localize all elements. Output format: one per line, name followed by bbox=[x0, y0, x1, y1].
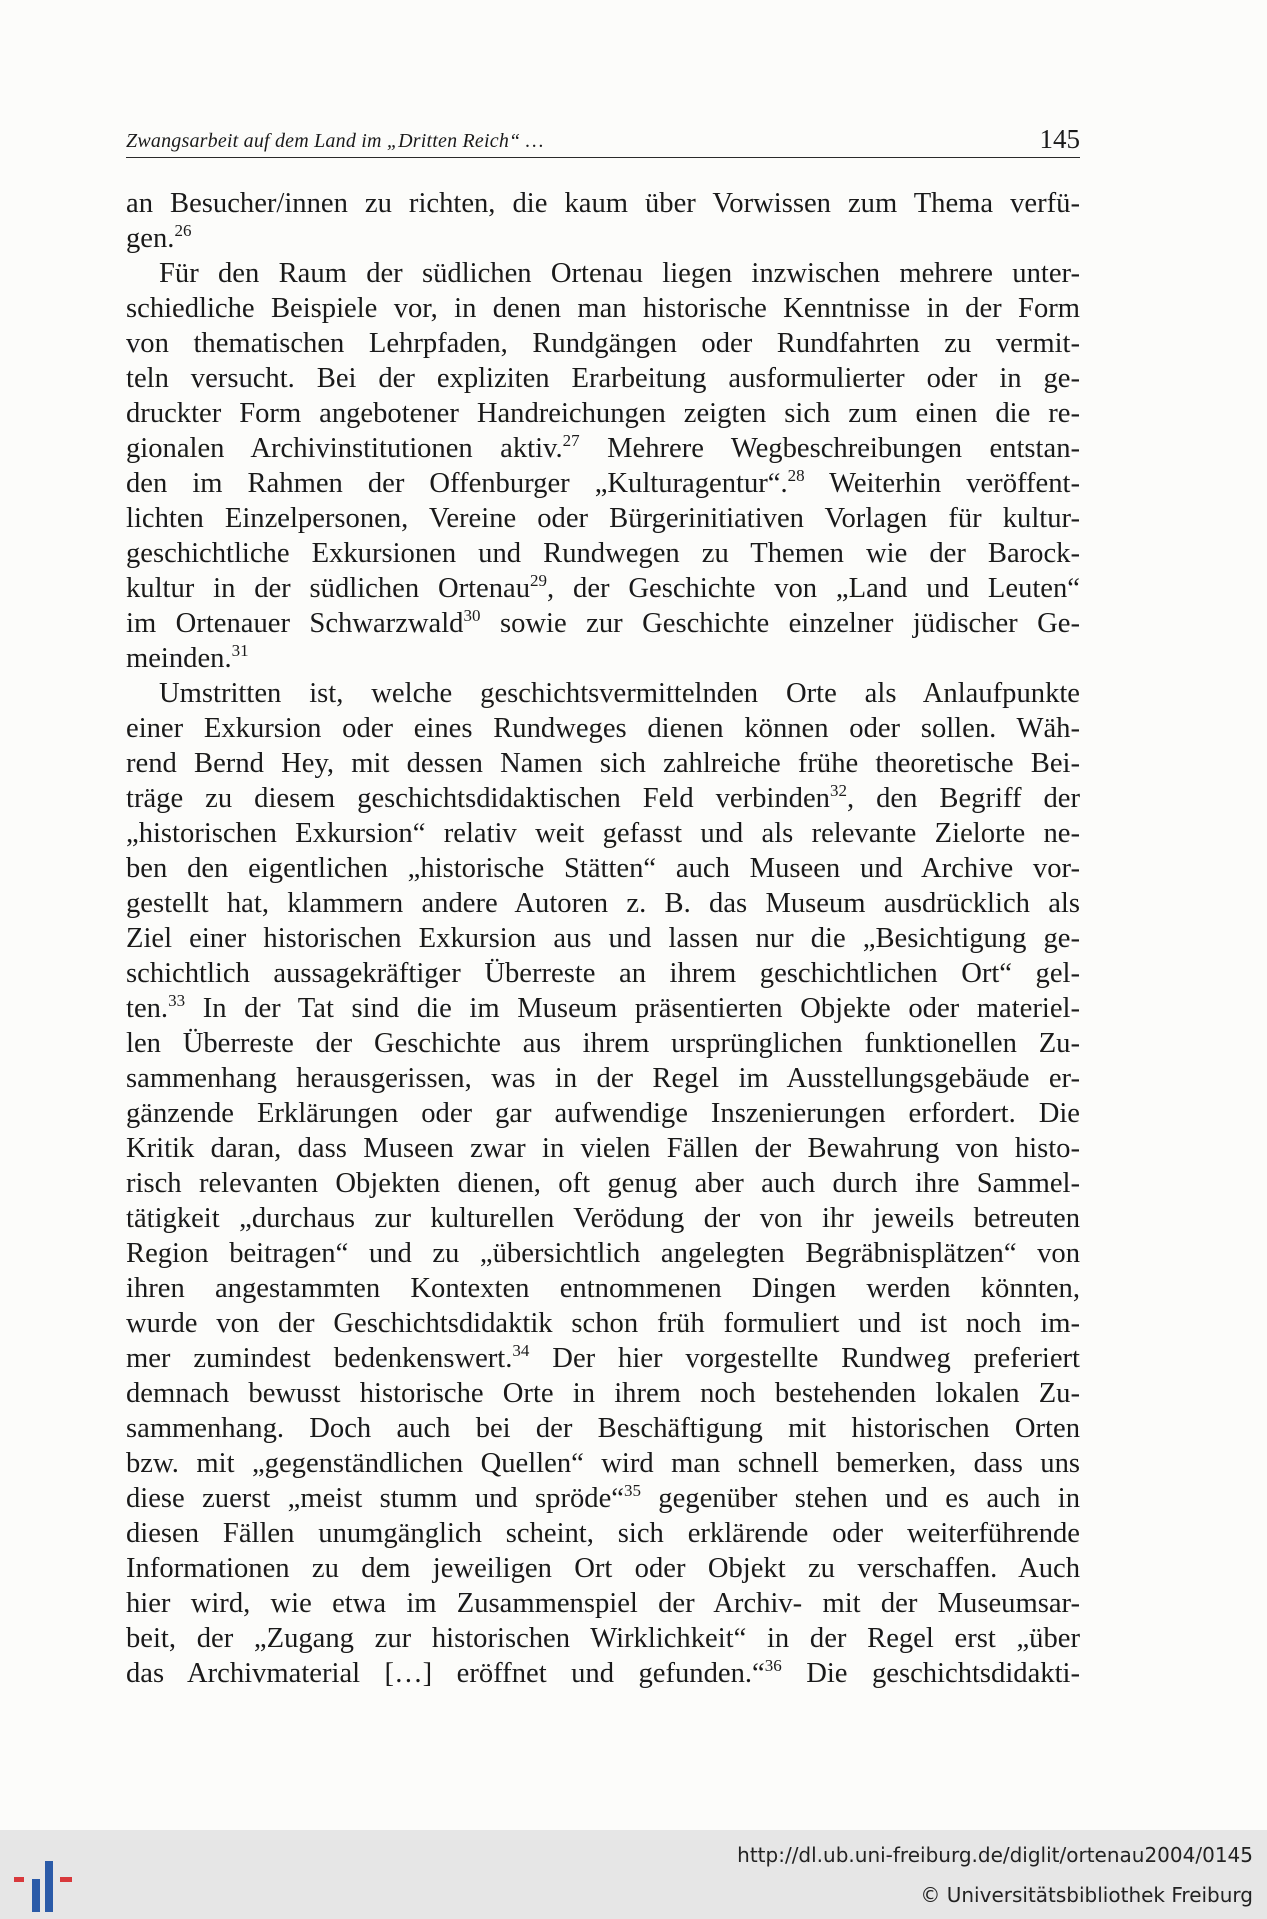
text-segment: Weiterhin veröffent- bbox=[804, 468, 1080, 499]
text-segment: an Besucher/innen zu richten, die kaum über Vorwissen zum Thema verfü- bbox=[126, 188, 1080, 219]
footnote-marker: 35 bbox=[623, 1481, 641, 1500]
text-segment: demnach bewusst historische Orte in ihrem noch bestehenden lokalen Zu- bbox=[126, 1378, 1080, 1409]
logo-blue-bar-1 bbox=[32, 1879, 40, 1912]
text-line bbox=[126, 1166, 1080, 1201]
footnote-marker: 31 bbox=[231, 641, 249, 660]
text-segment: Ziel einer historischen Exkursion aus und lassen nur die „Besichtigung ge- bbox=[126, 923, 1080, 954]
running-title: Zwangsarbeit auf dem Land im „Dritten Reich“ … bbox=[126, 130, 544, 152]
text-segment: gionalen Archivinstitutionen aktiv. bbox=[126, 433, 563, 464]
text-line bbox=[126, 536, 1080, 571]
text-segment: von thematischen Lehrpfaden, Rundgängen oder Rundfahrten zu vermit- bbox=[126, 328, 1080, 359]
text-segment: len Überreste der Geschichte aus ihrem ursprünglichen funktionellen Zu- bbox=[126, 1028, 1080, 1059]
text-segment: schiedliche Beispiele vor, in denen man historische Kenntnisse in der Form bbox=[126, 293, 1080, 324]
footnote-marker: 30 bbox=[463, 606, 481, 625]
library-logo bbox=[12, 1843, 82, 1913]
text-line bbox=[126, 186, 1080, 221]
text-line bbox=[126, 956, 1080, 991]
footnote-marker: 32 bbox=[829, 781, 847, 800]
text-line bbox=[126, 1586, 1080, 1621]
text-line bbox=[126, 606, 1080, 641]
text-segment: träge zu diesem geschichtsdidaktischen Feld verbinden bbox=[126, 783, 830, 814]
text-line bbox=[126, 991, 1080, 1026]
text-line bbox=[126, 1131, 1080, 1166]
text-line bbox=[126, 711, 1080, 746]
logo-red-bar-left bbox=[14, 1877, 24, 1882]
text-line bbox=[126, 1376, 1080, 1411]
footnote-marker: 27 bbox=[562, 431, 580, 450]
text-segment: ben den eigentlichen „historische Stätten“ auch Museen und Archive vor- bbox=[126, 853, 1080, 884]
text-segment: den im Rahmen der Offenburger „Kulturagentur“. bbox=[126, 468, 788, 499]
text-line bbox=[126, 1446, 1080, 1481]
text-line bbox=[126, 501, 1080, 536]
page-number: 145 bbox=[1039, 124, 1080, 154]
text-segment: diesen Fällen unumgänglich scheint, sich erklärende oder weiterführende bbox=[126, 1518, 1080, 1549]
text-line bbox=[126, 746, 1080, 781]
text-segment: gen. bbox=[126, 223, 175, 254]
footnote-marker: 33 bbox=[168, 991, 186, 1010]
text-line bbox=[126, 1061, 1080, 1096]
text-segment: meinden. bbox=[126, 643, 232, 674]
text-segment: , den Begriff der bbox=[846, 783, 1080, 814]
text-segment: risch relevanten Objekten dienen, oft genug aber auch durch ihre Sammel- bbox=[126, 1168, 1080, 1199]
text-segment: teln versucht. Bei der expliziten Erarbeitung ausformulierter oder in ge- bbox=[126, 363, 1080, 394]
text-line bbox=[126, 1306, 1080, 1341]
text-segment: Für den Raum der südlichen Ortenau liegen inzwischen mehrere unter- bbox=[159, 258, 1080, 289]
text-segment: tätigkeit „durchaus zur kulturellen Verödung der von ihr jeweils betreuten bbox=[126, 1203, 1080, 1234]
logo-blue-bar-2 bbox=[45, 1861, 53, 1912]
text-line bbox=[126, 1236, 1080, 1271]
text-segment: gegenüber stehen und es auch in bbox=[640, 1483, 1080, 1514]
text-line bbox=[126, 571, 1080, 606]
text-line bbox=[126, 886, 1080, 921]
text-segment: gänzende Erklärungen oder gar aufwendige Inszenierungen erfordert. Die bbox=[126, 1098, 1080, 1129]
text-segment: Region beitragen“ und zu „übersichtlich angelegten Begräbnisplätzen“ von bbox=[126, 1238, 1080, 1269]
text-segment: , der Geschichte von „Land und Leuten“ bbox=[547, 573, 1080, 604]
text-line bbox=[126, 1201, 1080, 1236]
text-segment: Der hier vorgestellte Rundweg preferiert bbox=[529, 1343, 1080, 1374]
text-segment: mer zumindest bedenkenswert. bbox=[126, 1343, 513, 1374]
text-line bbox=[126, 921, 1080, 956]
text-segment: hier wird, wie etwa im Zusammenspiel der Archiv- mit der Museumsar- bbox=[126, 1588, 1080, 1619]
text-segment: diese zuerst „meist stumm und spröde“ bbox=[126, 1483, 624, 1514]
text-segment: ten. bbox=[126, 993, 169, 1024]
text-segment: Informationen zu dem jeweiligen Ort oder Objekt zu verschaffen. Auch bbox=[126, 1553, 1080, 1584]
footnote-marker: 34 bbox=[512, 1341, 530, 1360]
text-line bbox=[126, 431, 1080, 466]
text-segment: druckter Form angebotener Handreichungen zeigten sich zum einen die re- bbox=[126, 398, 1080, 429]
text-segment: Kritik daran, dass Museen zwar in vielen Fällen der Bewahrung von histo- bbox=[126, 1133, 1080, 1164]
text-line bbox=[126, 1551, 1080, 1586]
text-line bbox=[126, 1481, 1080, 1516]
text-line bbox=[126, 326, 1080, 361]
text-line bbox=[126, 221, 1080, 256]
text-segment: ihren angestammten Kontexten entnommenen Dingen werden könnten, bbox=[126, 1273, 1080, 1304]
text-line bbox=[126, 1271, 1080, 1306]
page-header bbox=[126, 121, 1080, 158]
text-segment: gestellt hat, klammern andere Autoren z. B. das Museum ausdrücklich als bbox=[126, 888, 1080, 919]
text-segment: kultur in der südlichen Ortenau bbox=[126, 573, 531, 604]
footnote-marker: 26 bbox=[174, 221, 192, 240]
text-segment: sowie zur Geschichte einzelner jüdischer Ge- bbox=[480, 608, 1080, 639]
logo-red-bar-right bbox=[60, 1877, 72, 1882]
text-line bbox=[126, 396, 1080, 431]
text-line bbox=[126, 291, 1080, 326]
text-line bbox=[126, 1621, 1080, 1656]
footnote-marker: 28 bbox=[787, 466, 805, 485]
text-line bbox=[126, 1341, 1080, 1376]
text-segment: beit, der „Zugang zur historischen Wirklichkeit“ in der Regel erst „über bbox=[126, 1623, 1080, 1654]
text-segment: das Archivmaterial […] eröffnet und gefunden.“ bbox=[126, 1658, 765, 1689]
text-segment: einer Exkursion oder eines Rundweges dienen können oder sollen. Wäh- bbox=[126, 713, 1080, 744]
text-segment: „historischen Exkursion“ relativ weit gefasst und als relevante Zielorte ne- bbox=[126, 818, 1080, 849]
text-segment: Die geschichtsdidakti- bbox=[781, 1658, 1080, 1689]
text-segment: In der Tat sind die im Museum präsentierten Objekte oder materiel- bbox=[185, 993, 1080, 1024]
text-segment: schichtlich aussagekräftiger Überreste an ihrem geschichtlichen Ort“ gel- bbox=[126, 958, 1080, 989]
text-segment: wurde von der Geschichtsdidaktik schon früh formuliert und ist noch im- bbox=[126, 1308, 1080, 1339]
text-segment: sammenhang. Doch auch bei der Beschäftigung mit historischen Orten bbox=[126, 1413, 1080, 1444]
text-segment: Umstritten ist, welche geschichtsvermittelnden Orte als Anlaufpunkte bbox=[159, 678, 1080, 709]
footnote-marker: 36 bbox=[764, 1656, 782, 1675]
footer-copyright: © Universitätsbibliothek Freiburg bbox=[920, 1883, 1253, 1907]
text-line bbox=[126, 1411, 1080, 1446]
text-segment: Mehrere Wegbeschreibungen entstan- bbox=[579, 433, 1081, 464]
text-line bbox=[126, 1096, 1080, 1131]
text-segment: bzw. mit „gegenständlichen Quellen“ wird man schnell bemerken, dass uns bbox=[126, 1448, 1080, 1479]
text-segment: lichten Einzelpersonen, Vereine oder Bürgerinitiativen Vorlagen für kultur- bbox=[126, 503, 1080, 534]
text-segment: rend Bernd Hey, mit dessen Namen sich zahlreiche frühe theoretische Bei- bbox=[126, 748, 1080, 779]
text-line bbox=[126, 641, 1080, 676]
text-segment: sammenhang herausgerissen, was in der Regel im Ausstellungsgebäude er- bbox=[126, 1063, 1080, 1094]
footer-url-link[interactable]: http://dl.ub.uni-freiburg.de/diglit/ortenau2004/0145 bbox=[737, 1843, 1253, 1867]
text-line bbox=[126, 361, 1080, 396]
text-segment: im Ortenauer Schwarzwald bbox=[126, 608, 464, 639]
text-line bbox=[126, 1516, 1080, 1551]
text-line bbox=[126, 781, 1080, 816]
text-line bbox=[126, 1026, 1080, 1061]
text-line bbox=[126, 1656, 1080, 1691]
text-segment: geschichtliche Exkursionen und Rundwegen zu Themen wie der Barock- bbox=[126, 538, 1080, 569]
text-line bbox=[126, 256, 1080, 291]
footnote-marker: 29 bbox=[530, 571, 548, 590]
text-line bbox=[126, 851, 1080, 886]
text-line bbox=[126, 676, 1080, 711]
body-text bbox=[126, 186, 1080, 1691]
text-line bbox=[126, 816, 1080, 851]
text-line bbox=[126, 466, 1080, 501]
